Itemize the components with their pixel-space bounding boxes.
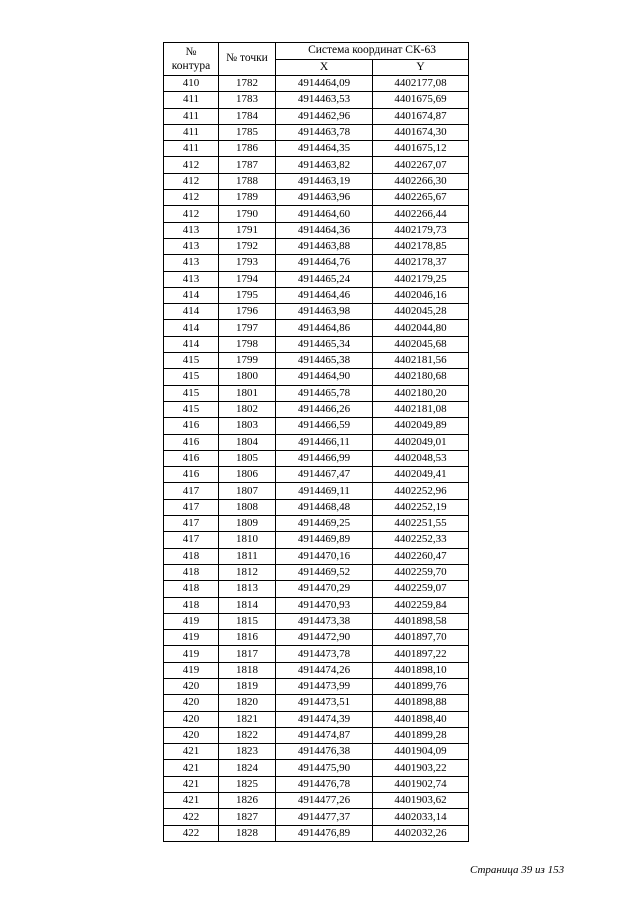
- cell-x: 4914469,25: [276, 516, 373, 532]
- table-row: [164, 76, 469, 92]
- cell-x: 4914470,29: [276, 581, 373, 597]
- cell-contour-number: 418: [164, 548, 219, 564]
- cell-x: 4914466,59: [276, 418, 373, 434]
- cell-y: 4402049,01: [373, 434, 469, 450]
- cell-point-number: 1827: [219, 809, 276, 825]
- table-row: [164, 401, 469, 417]
- cell-contour-number: 411: [164, 92, 219, 108]
- cell-y: 4401904,09: [373, 744, 469, 760]
- cell-x: 4914465,24: [276, 271, 373, 287]
- cell-point-number: 1821: [219, 711, 276, 727]
- cell-x: 4914476,38: [276, 744, 373, 760]
- cell-point-number: 1828: [219, 825, 276, 841]
- cell-contour-number: 420: [164, 695, 219, 711]
- cell-contour-number: 412: [164, 173, 219, 189]
- cell-point-number: 1796: [219, 304, 276, 320]
- table-row: [164, 776, 469, 792]
- cell-x: 4914473,51: [276, 695, 373, 711]
- cell-y: 4401674,30: [373, 124, 469, 140]
- cell-y: 4402179,25: [373, 271, 469, 287]
- cell-contour-number: 410: [164, 76, 219, 92]
- cell-contour-number: 419: [164, 630, 219, 646]
- cell-point-number: 1806: [219, 467, 276, 483]
- cell-y: 4401898,58: [373, 613, 469, 629]
- cell-y: 4401897,22: [373, 646, 469, 662]
- table-row: [164, 581, 469, 597]
- cell-y: 4402265,67: [373, 190, 469, 206]
- table-row: [164, 630, 469, 646]
- header-x: X: [276, 59, 373, 76]
- table-row: [164, 353, 469, 369]
- cell-contour-number: 411: [164, 108, 219, 124]
- cell-y: 4402259,70: [373, 564, 469, 580]
- cell-point-number: 1805: [219, 450, 276, 466]
- cell-contour-number: 414: [164, 320, 219, 336]
- table-row: [164, 124, 469, 140]
- cell-y: 4402181,56: [373, 353, 469, 369]
- cell-contour-number: 414: [164, 336, 219, 352]
- cell-x: 4914463,53: [276, 92, 373, 108]
- cell-y: 4402251,55: [373, 516, 469, 532]
- cell-y: 4402177,08: [373, 76, 469, 92]
- cell-x: 4914473,78: [276, 646, 373, 662]
- cell-y: 4402260,47: [373, 548, 469, 564]
- cell-x: 4914464,76: [276, 255, 373, 271]
- cell-x: 4914476,89: [276, 825, 373, 841]
- table-row: [164, 499, 469, 515]
- cell-point-number: 1813: [219, 581, 276, 597]
- table-row: [164, 287, 469, 303]
- cell-y: 4402259,84: [373, 597, 469, 613]
- cell-x: 4914468,48: [276, 499, 373, 515]
- cell-x: 4914466,99: [276, 450, 373, 466]
- cell-point-number: 1801: [219, 385, 276, 401]
- cell-y: 4402267,07: [373, 157, 469, 173]
- table-row: [164, 369, 469, 385]
- cell-contour-number: 413: [164, 238, 219, 254]
- cell-y: 4402179,73: [373, 222, 469, 238]
- cell-point-number: 1790: [219, 206, 276, 222]
- cell-y: 4401898,10: [373, 662, 469, 678]
- cell-point-number: 1791: [219, 222, 276, 238]
- table-row: [164, 336, 469, 352]
- cell-x: 4914464,46: [276, 287, 373, 303]
- cell-x: 4914473,99: [276, 678, 373, 694]
- cell-contour-number: 418: [164, 597, 219, 613]
- cell-contour-number: 413: [164, 255, 219, 271]
- header-contour-number: [164, 43, 219, 76]
- cell-y: 4401903,22: [373, 760, 469, 776]
- table-header: [164, 43, 469, 76]
- table-row: [164, 809, 469, 825]
- cell-point-number: 1797: [219, 320, 276, 336]
- cell-point-number: 1815: [219, 613, 276, 629]
- table-row: [164, 238, 469, 254]
- cell-y: 4402045,28: [373, 304, 469, 320]
- cell-point-number: 1799: [219, 353, 276, 369]
- cell-point-number: 1783: [219, 92, 276, 108]
- cell-x: 4914476,78: [276, 776, 373, 792]
- table-row: [164, 483, 469, 499]
- table-row: [164, 173, 469, 189]
- cell-contour-number: 420: [164, 727, 219, 743]
- cell-contour-number: 417: [164, 516, 219, 532]
- cell-y: 4402178,37: [373, 255, 469, 271]
- table-row: [164, 434, 469, 450]
- cell-point-number: 1811: [219, 548, 276, 564]
- cell-y: 4401903,62: [373, 793, 469, 809]
- cell-point-number: 1789: [219, 190, 276, 206]
- cell-contour-number: 416: [164, 418, 219, 434]
- cell-contour-number: 420: [164, 711, 219, 727]
- cell-x: 4914475,90: [276, 760, 373, 776]
- cell-contour-number: 415: [164, 385, 219, 401]
- cell-x: 4914466,26: [276, 401, 373, 417]
- cell-contour-number: 413: [164, 271, 219, 287]
- cell-contour-number: 417: [164, 532, 219, 548]
- cell-point-number: 1809: [219, 516, 276, 532]
- cell-point-number: 1795: [219, 287, 276, 303]
- cell-point-number: 1824: [219, 760, 276, 776]
- cell-x: 4914463,82: [276, 157, 373, 173]
- cell-contour-number: 421: [164, 776, 219, 792]
- table-row: [164, 613, 469, 629]
- cell-contour-number: 411: [164, 124, 219, 140]
- cell-x: 4914469,11: [276, 483, 373, 499]
- cell-contour-number: 421: [164, 760, 219, 776]
- table-row: [164, 450, 469, 466]
- table-row: [164, 304, 469, 320]
- cell-x: 4914463,98: [276, 304, 373, 320]
- cell-contour-number: 422: [164, 825, 219, 841]
- table-row: [164, 646, 469, 662]
- table-row: [164, 222, 469, 238]
- cell-point-number: 1800: [219, 369, 276, 385]
- header-contour-number-symbol: №: [185, 46, 197, 58]
- header-point-number: № точки: [219, 43, 276, 76]
- cell-contour-number: 419: [164, 646, 219, 662]
- cell-point-number: 1820: [219, 695, 276, 711]
- cell-point-number: 1818: [219, 662, 276, 678]
- cell-point-number: 1798: [219, 336, 276, 352]
- cell-contour-number: 414: [164, 304, 219, 320]
- cell-x: 4914463,88: [276, 238, 373, 254]
- cell-point-number: 1823: [219, 744, 276, 760]
- cell-contour-number: 412: [164, 190, 219, 206]
- table-row: [164, 206, 469, 222]
- cell-contour-number: 411: [164, 141, 219, 157]
- cell-y: 4402046,16: [373, 287, 469, 303]
- cell-y: 4402252,19: [373, 499, 469, 515]
- cell-x: 4914469,89: [276, 532, 373, 548]
- cell-x: 4914470,93: [276, 597, 373, 613]
- table-row: [164, 141, 469, 157]
- cell-point-number: 1816: [219, 630, 276, 646]
- cell-point-number: 1793: [219, 255, 276, 271]
- cell-contour-number: 421: [164, 744, 219, 760]
- cell-x: 4914469,52: [276, 564, 373, 580]
- cell-x: 4914472,90: [276, 630, 373, 646]
- cell-contour-number: 416: [164, 434, 219, 450]
- table-row: [164, 418, 469, 434]
- cell-contour-number: 421: [164, 793, 219, 809]
- table-row: [164, 727, 469, 743]
- cell-x: 4914464,60: [276, 206, 373, 222]
- cell-x: 4914474,26: [276, 662, 373, 678]
- cell-y: 4401898,40: [373, 711, 469, 727]
- cell-contour-number: 412: [164, 206, 219, 222]
- cell-point-number: 1785: [219, 124, 276, 140]
- cell-x: 4914474,87: [276, 727, 373, 743]
- table-row: [164, 157, 469, 173]
- cell-x: 4914465,78: [276, 385, 373, 401]
- table-body: [164, 76, 469, 842]
- page-number-footer: Страница 39 из 153: [470, 864, 565, 876]
- cell-contour-number: 419: [164, 662, 219, 678]
- cell-point-number: 1812: [219, 564, 276, 580]
- cell-y: 4402032,26: [373, 825, 469, 841]
- cell-x: 4914463,78: [276, 124, 373, 140]
- table-row: [164, 190, 469, 206]
- cell-point-number: 1804: [219, 434, 276, 450]
- table-row: [164, 695, 469, 711]
- table-row: [164, 678, 469, 694]
- cell-x: 4914464,09: [276, 76, 373, 92]
- cell-y: 4401674,87: [373, 108, 469, 124]
- cell-x: 4914465,38: [276, 353, 373, 369]
- cell-point-number: 1819: [219, 678, 276, 694]
- cell-contour-number: 416: [164, 450, 219, 466]
- cell-point-number: 1803: [219, 418, 276, 434]
- cell-contour-number: 417: [164, 483, 219, 499]
- cell-x: 4914477,26: [276, 793, 373, 809]
- table-row: [164, 385, 469, 401]
- cell-y: 4402178,85: [373, 238, 469, 254]
- cell-x: 4914477,37: [276, 809, 373, 825]
- cell-y: 4402049,89: [373, 418, 469, 434]
- cell-contour-number: 415: [164, 353, 219, 369]
- cell-point-number: 1786: [219, 141, 276, 157]
- cell-x: 4914470,16: [276, 548, 373, 564]
- cell-point-number: 1807: [219, 483, 276, 499]
- cell-contour-number: 412: [164, 157, 219, 173]
- table-row: [164, 597, 469, 613]
- table-row: [164, 744, 469, 760]
- cell-point-number: 1787: [219, 157, 276, 173]
- table-row: [164, 271, 469, 287]
- table-row: [164, 825, 469, 841]
- cell-y: 4402180,68: [373, 369, 469, 385]
- cell-y: 4402252,33: [373, 532, 469, 548]
- table-row: [164, 255, 469, 271]
- cell-y: 4401675,12: [373, 141, 469, 157]
- cell-x: 4914465,34: [276, 336, 373, 352]
- cell-contour-number: 414: [164, 287, 219, 303]
- cell-contour-number: 418: [164, 581, 219, 597]
- cell-point-number: 1826: [219, 793, 276, 809]
- cell-x: 4914464,90: [276, 369, 373, 385]
- cell-y: 4402049,41: [373, 467, 469, 483]
- cell-point-number: 1792: [219, 238, 276, 254]
- cell-point-number: 1822: [219, 727, 276, 743]
- cell-contour-number: 416: [164, 467, 219, 483]
- cell-y: 4401899,28: [373, 727, 469, 743]
- cell-point-number: 1808: [219, 499, 276, 515]
- cell-x: 4914464,86: [276, 320, 373, 336]
- cell-x: 4914473,38: [276, 613, 373, 629]
- table-row: [164, 548, 469, 564]
- table-row: [164, 108, 469, 124]
- cell-y: 4402044,80: [373, 320, 469, 336]
- table-row: [164, 711, 469, 727]
- cell-y: 4401899,76: [373, 678, 469, 694]
- cell-point-number: 1817: [219, 646, 276, 662]
- cell-point-number: 1784: [219, 108, 276, 124]
- table-row: [164, 564, 469, 580]
- cell-contour-number: 420: [164, 678, 219, 694]
- table-row: [164, 320, 469, 336]
- cell-y: 4402180,20: [373, 385, 469, 401]
- table-row: [164, 92, 469, 108]
- cell-y: 4401675,69: [373, 92, 469, 108]
- cell-x: 4914463,19: [276, 173, 373, 189]
- cell-point-number: 1794: [219, 271, 276, 287]
- table-row: [164, 516, 469, 532]
- cell-point-number: 1810: [219, 532, 276, 548]
- cell-contour-number: 422: [164, 809, 219, 825]
- coordinates-table: [163, 42, 469, 842]
- table-row: [164, 760, 469, 776]
- table-row: [164, 467, 469, 483]
- cell-y: 4402045,68: [373, 336, 469, 352]
- cell-contour-number: 415: [164, 401, 219, 417]
- cell-y: 4401902,74: [373, 776, 469, 792]
- cell-x: 4914462,96: [276, 108, 373, 124]
- header-contour-number-word: контура: [171, 60, 211, 72]
- cell-y: 4402048,53: [373, 450, 469, 466]
- cell-y: 4402259,07: [373, 581, 469, 597]
- cell-contour-number: 418: [164, 564, 219, 580]
- cell-y: 4402266,44: [373, 206, 469, 222]
- cell-point-number: 1788: [219, 173, 276, 189]
- cell-y: 4402252,96: [373, 483, 469, 499]
- cell-x: 4914474,39: [276, 711, 373, 727]
- cell-y: 4402266,30: [373, 173, 469, 189]
- cell-point-number: 1814: [219, 597, 276, 613]
- cell-y: 4402033,14: [373, 809, 469, 825]
- header-coordinate-system: Система координат СК-63: [276, 43, 469, 60]
- cell-x: 4914467,47: [276, 467, 373, 483]
- table-row: [164, 532, 469, 548]
- cell-point-number: 1802: [219, 401, 276, 417]
- cell-x: 4914464,35: [276, 141, 373, 157]
- cell-y: 4401898,88: [373, 695, 469, 711]
- cell-contour-number: 419: [164, 613, 219, 629]
- cell-y: 4401897,70: [373, 630, 469, 646]
- table-row: [164, 793, 469, 809]
- cell-contour-number: 415: [164, 369, 219, 385]
- cell-x: 4914463,96: [276, 190, 373, 206]
- cell-contour-number: 417: [164, 499, 219, 515]
- table-row: [164, 662, 469, 678]
- cell-x: 4914466,11: [276, 434, 373, 450]
- cell-point-number: 1825: [219, 776, 276, 792]
- cell-point-number: 1782: [219, 76, 276, 92]
- header-y: Y: [373, 59, 469, 76]
- cell-y: 4402181,08: [373, 401, 469, 417]
- cell-x: 4914464,36: [276, 222, 373, 238]
- cell-contour-number: 413: [164, 222, 219, 238]
